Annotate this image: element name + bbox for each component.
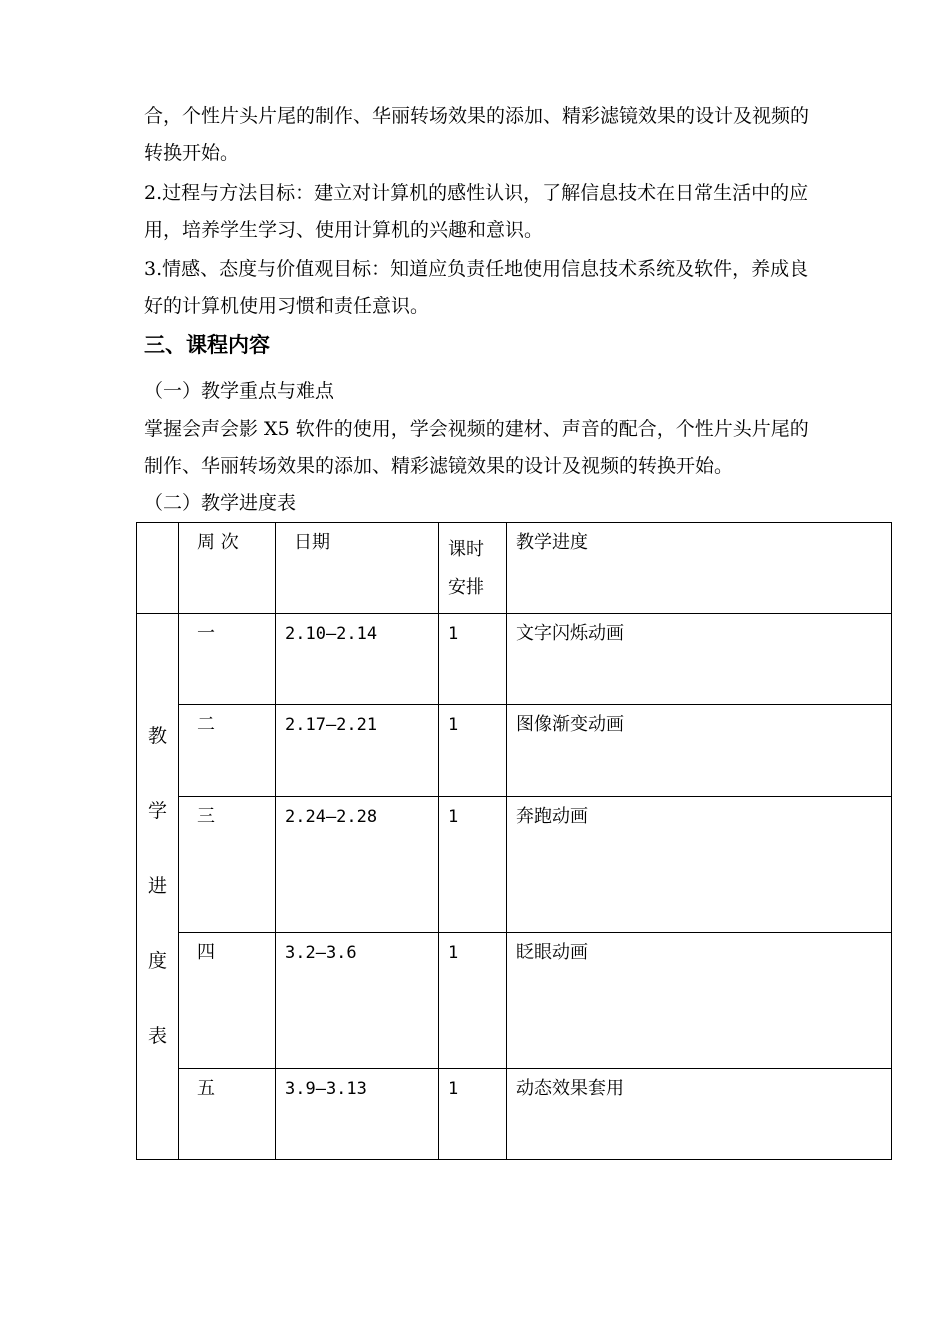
cell-date: 2.10—2.14 [276,614,439,705]
header-date: 日期 [276,523,439,614]
cell-progress: 动态效果套用 [507,1069,892,1160]
table-row [137,614,892,705]
paragraph-line: 制作、华丽转场效果的添加、精彩滤镜效果的设计及视频的转换开始。 [144,455,734,477]
cell-week: 二 [179,705,276,797]
cell-date: 2.17—2.21 [276,705,439,797]
cell-week: 四 [179,933,276,1069]
subsection-title: （一）教学重点与难点 [144,380,335,402]
cell-progress: 眨眼动画 [507,933,892,1069]
paragraph-line: 好的计算机使用习惯和责任意识。 [144,295,430,317]
table-header-empty [137,523,179,614]
paragraph-line: 用，培养学生学习、使用计算机的兴趣和意识。 [144,219,544,241]
header-hours-line2: 安排 [448,577,484,598]
cell-hours: 1 [439,1069,507,1160]
paragraph-line: 合，个性片头片尾的制作、华丽转场效果的添加、精彩滤镜效果的设计及视频的 [144,105,810,127]
cell-hours: 1 [439,614,507,705]
cell-hours: 1 [439,705,507,797]
paragraph-line: 掌握会声会影 X5 软件的使用，学会视频的建材、声音的配合，个性片头片尾的 [144,418,809,440]
cell-week: 三 [179,797,276,933]
side-char: 教 [147,725,167,747]
cell-date: 2.24—2.28 [276,797,439,933]
cell-hours: 1 [439,933,507,1069]
subsection-title: （二）教学进度表 [144,492,297,514]
paragraph-line: 3.情感、态度与价值观目标：知道应负责任地使用信息技术系统及软件，养成良 [144,258,809,280]
cell-week: 一 [179,614,276,705]
cell-date: 3.9—3.13 [276,1069,439,1160]
side-char: 进 [147,875,167,897]
schedule-table [136,522,892,1160]
paragraph-line: 2.过程与方法目标：建立对计算机的感性认识，了解信息技术在日常生活中的应 [144,182,809,204]
cell-progress: 文字闪烁动画 [507,614,892,705]
section-heading: 三、课程内容 [144,333,270,357]
table-header-row [137,523,892,614]
header-hours [439,523,507,614]
side-char: 学 [147,800,167,822]
header-week: 周 次 [179,523,276,614]
header-progress: 教学进度 [507,523,892,614]
cell-progress: 奔跑动画 [507,797,892,933]
cell-week: 五 [179,1069,276,1160]
side-char: 表 [147,1025,167,1047]
cell-date: 3.2—3.6 [276,933,439,1069]
cell-progress: 图像渐变动画 [507,705,892,797]
table-row [137,1069,892,1160]
table-row [137,705,892,797]
paragraph-line: 转换开始。 [144,142,240,164]
header-hours-line1: 课时 [448,539,484,560]
cell-hours: 1 [439,797,507,933]
side-char: 度 [147,950,167,972]
table-row [137,933,892,1069]
side-label [137,614,179,1160]
table-row [137,797,892,933]
